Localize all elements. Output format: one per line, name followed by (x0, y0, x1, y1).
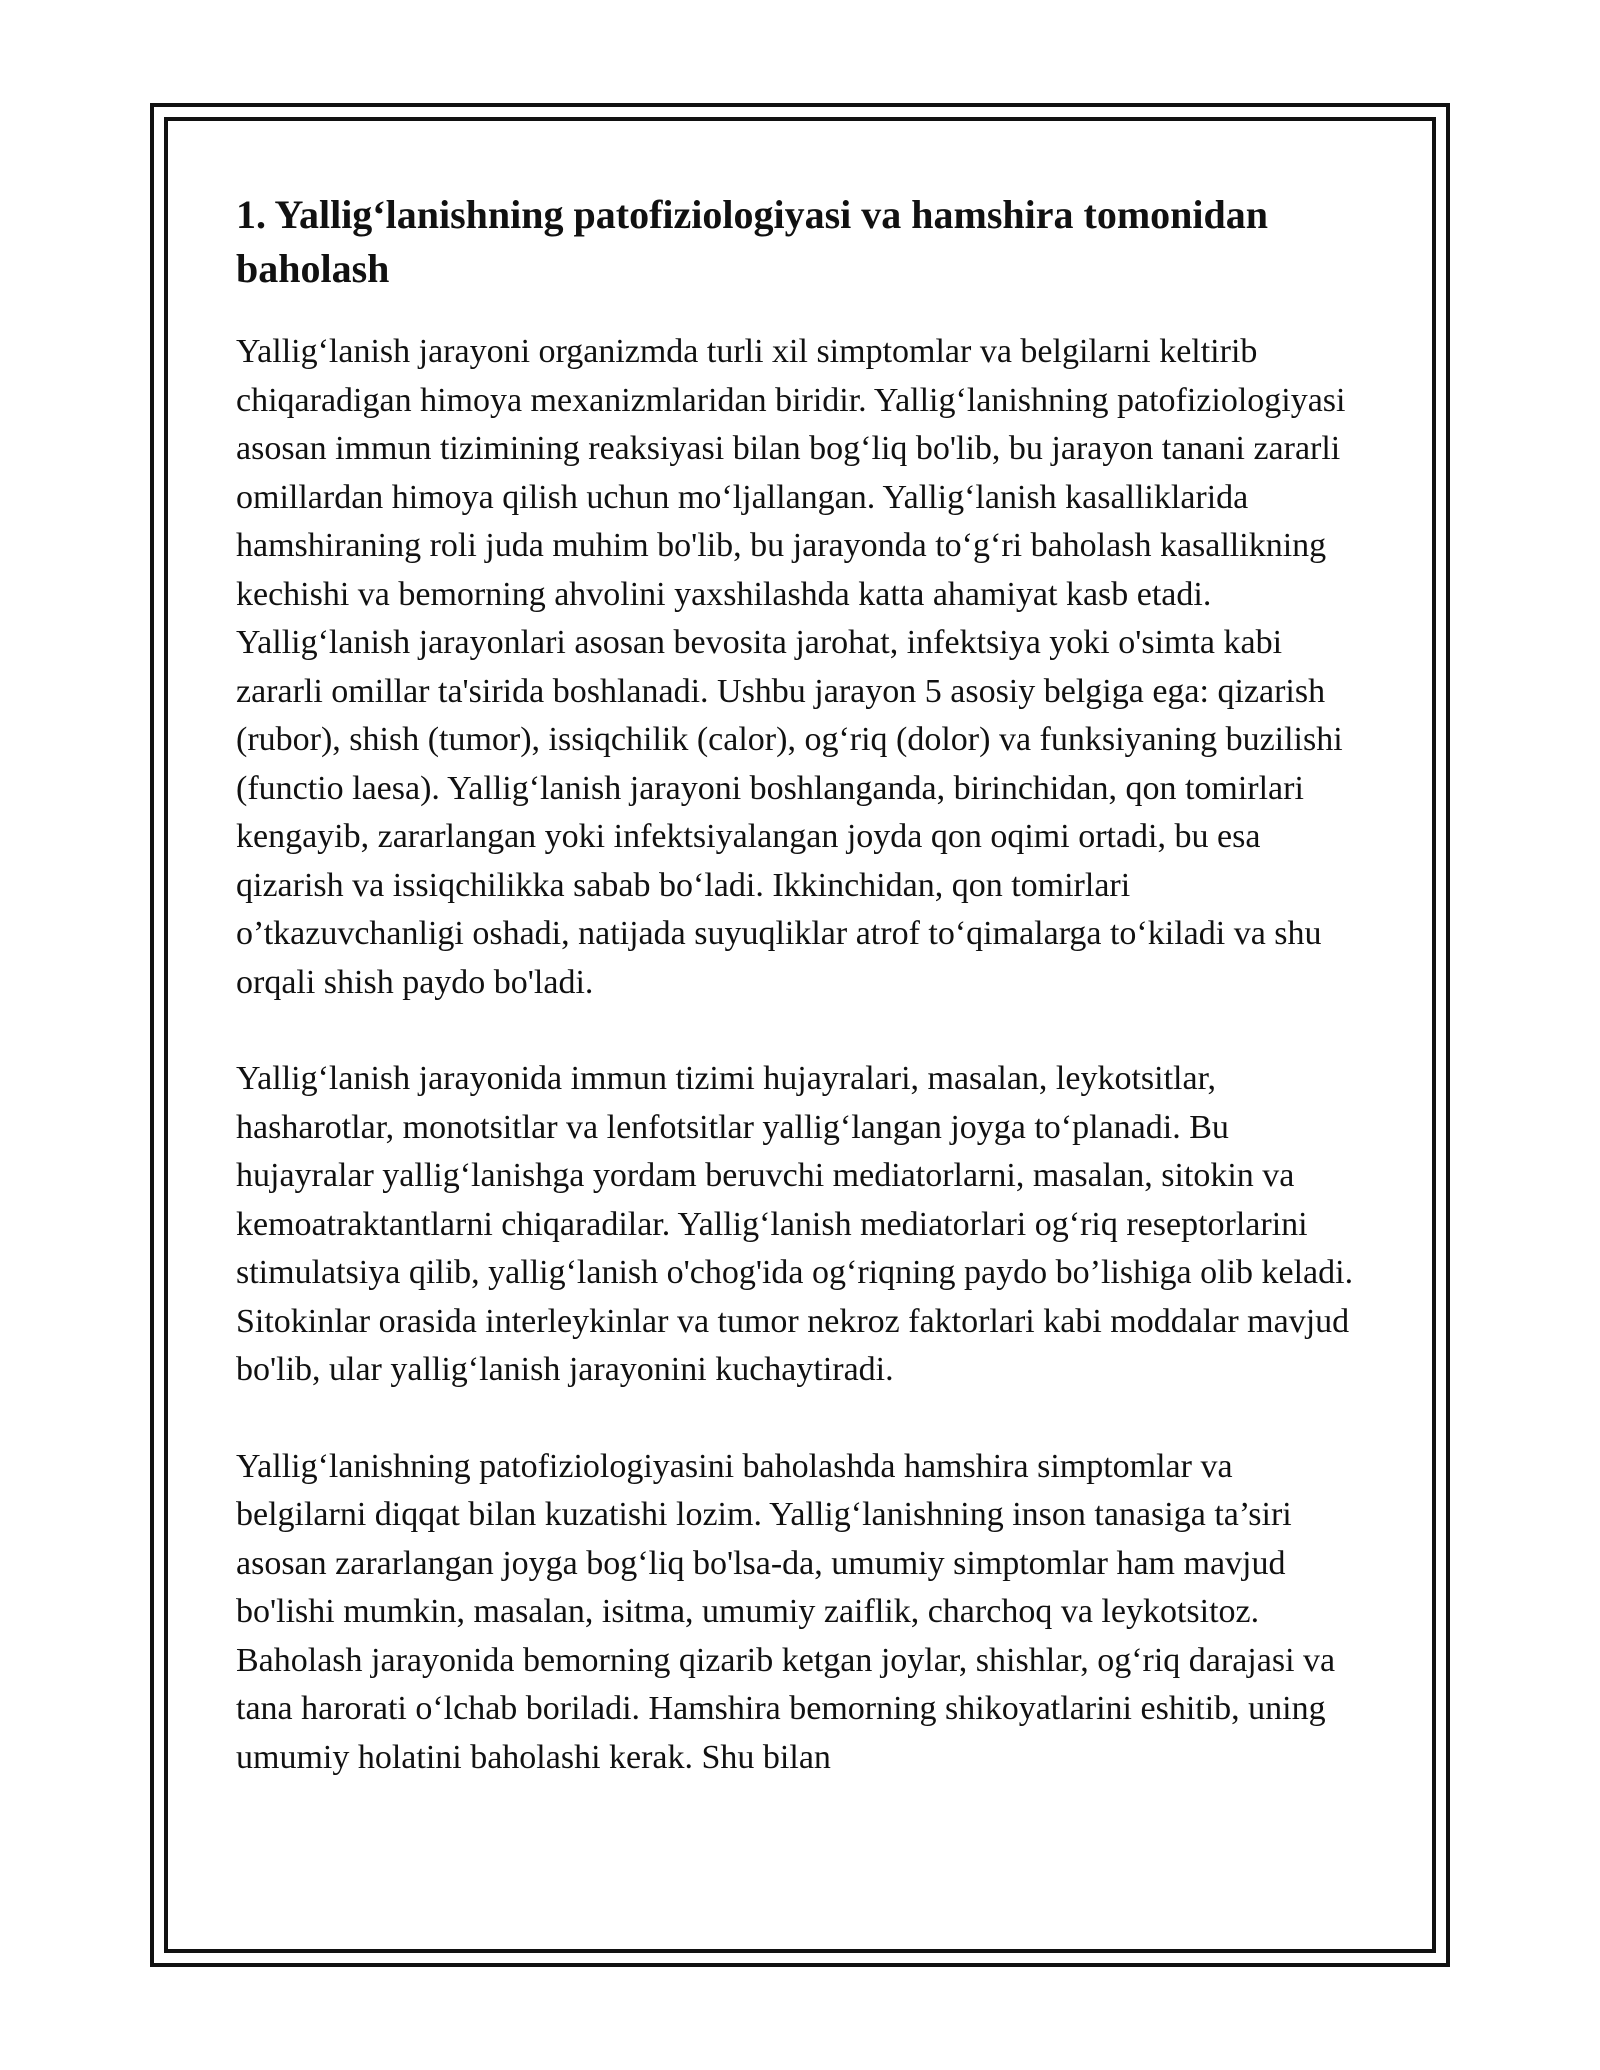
document-body (236, 188, 1366, 1830)
paragraph-2: Yallig‘lanish jarayonida immun tizimi hujayralari, masalan, leykotsitlar, hasharotlar, monotsitlar va lenfotsitlar yallig‘langan joyga to‘planadi. Bu hujayralar yallig‘lanishga yordam beruvchi mediatorlarni, masalan, sitokin va kemoatraktantlarni chiqaradilar. Yallig‘lanish mediatorlari og‘riq reseptorlarini stimulatsiya qilib, yallig‘lanish o'chog'ida og‘riqning paydo bo’lishiga olib keladi. Sitokinlar orasida interleykinlar va tumor nekroz faktorlari kabi moddalar mavjud bo'lib, ular yallig‘lanish jarayonini kuchaytiradi. (236, 1060, 1354, 1388)
paragraph-3: Yallig‘lanishning patofiziologiyasini baholashda hamshira simptomlar va belgilarni diqqat bilan kuzatishi lozim. Yallig‘lanishning inson tanasiga ta’siri asosan zararlangan joyga bog‘liq bo'lsa-da, umumiy simptomlar ham mavjud bo'lishi mumkin, masalan, isitma, umumiy zaiflik, charchoq va leykotsitoz. Baholash jarayonida bemorning qizarib ketgan joylar, shishlar, og‘riq darajasi va tana harorati o‘lchab boriladi. Hamshira bemorning shikoyatlarini eshitib, uning umumiy holatini baholashi kerak. Shu bilan (236, 1447, 1336, 1776)
section-heading: 1. Yallig‘lanishning patofiziologiyasi va hamshira tomonidan baholash (236, 192, 1269, 291)
paragraph-1: Yallig‘lanish jarayoni organizmda turli xil simptomlar va belgilarni keltirib chiqaradigan himoya mexanizmlaridan biridir. Yallig‘lanishning patofiziologiyasi asosan immun tizimining reaksiyasi bilan bog‘liq bo'lib, bu jarayon tanani zararli omillardan himoya qilish uchun mo‘ljallangan. Yallig‘lanish kasalliklarida hamshiraning roli juda muhim bo'lib, bu jarayonda to‘g‘ri baholash kasallikning kechishi va bemorning ahvolini yaxshilashda katta ahamiyat kasb etadi. Yallig‘lanish jarayonlari asosan bevosita jarohat, infektsiya yoki o'simta kabi zararli omillar ta'sirida boshlanadi. Ushbu jarayon 5 asosiy belgiga ega: qizarish (rubor), shish (tumor), issiqchilik (calor), og‘riq (dolor) va funksiyaning buzilishi (functio laesa). Yallig‘lanish jarayoni boshlanganda, birinchidan, qon tomirlari kengayib, zararlangan yoki infektsiyalangan joyda qon oqimi ortadi, bu esa qizarish va issiqchilikka sabab bo‘ladi. Ikkinchidan, qon tomirlari o’tkazuvchanligi oshadi, natijada suyuqliklar atrof to‘qimalarga to‘kiladi va shu orqali shish paydo bo'ladi. (236, 333, 1346, 1001)
